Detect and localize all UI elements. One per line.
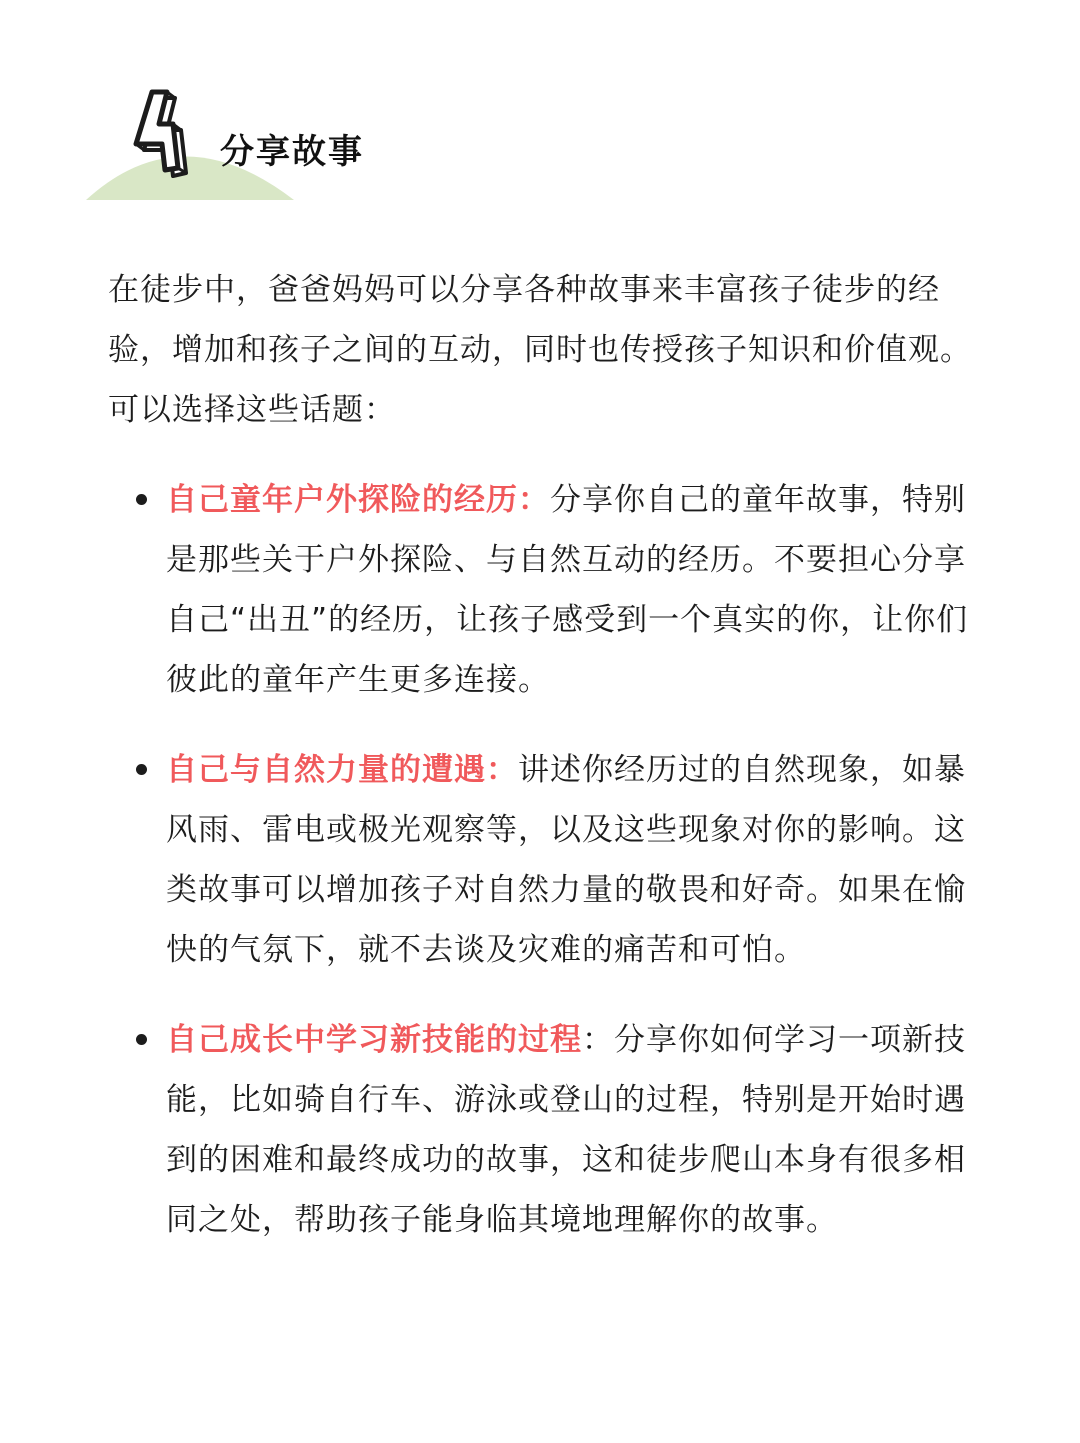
topic-body: ：分享你如何学习一项新技能，比如骑自行车、游泳或登山的过程，特别是开始时遇到的困难和最终成功的故事，这和徒步爬山本身有很多相同之处，帮助孩子能身临其境地理解你的故事。 bbox=[166, 1022, 966, 1238]
list-item bbox=[0, 470, 1080, 710]
topic-body: 讲述你经历过的自然现象，如暴风雨、雷电或极光观察等，以及这些现象对你的影响。这类故事可以增加孩子对自然力量的敬畏和好奇。如果在愉快的气氛下，就不去谈及灾难的痛苦和可怕。 bbox=[166, 752, 966, 968]
bullet-icon bbox=[136, 494, 147, 505]
topic-title: 自己成长中学习新技能的过程 bbox=[166, 1022, 582, 1058]
topic-list bbox=[0, 470, 1080, 1280]
bullet-icon bbox=[136, 764, 147, 775]
section-header bbox=[86, 88, 364, 202]
number-4-icon bbox=[130, 88, 198, 180]
intro-paragraph: 在徒步中，爸爸妈妈可以分享各种故事来丰富孩子徒步的经验，增加和孩子之间的互动，同时也传授孩子知识和价值观。可以选择这些话题： bbox=[108, 272, 972, 428]
list-item bbox=[0, 740, 1080, 980]
topic-title: 自己与自然力量的遭遇： bbox=[166, 752, 518, 788]
list-item bbox=[0, 1010, 1080, 1250]
bullet-icon bbox=[136, 1034, 147, 1045]
topic-title: 自己童年户外探险的经历： bbox=[166, 482, 550, 518]
topic-body: 分享你自己的童年故事，特别是那些关于户外探险、与自然互动的经历。不要担心分享自己“出丑”的经历，让孩子感受到一个真实的你，让你们彼此的童年产生更多连接。 bbox=[166, 482, 969, 698]
section-title: 分享故事 bbox=[220, 132, 364, 172]
